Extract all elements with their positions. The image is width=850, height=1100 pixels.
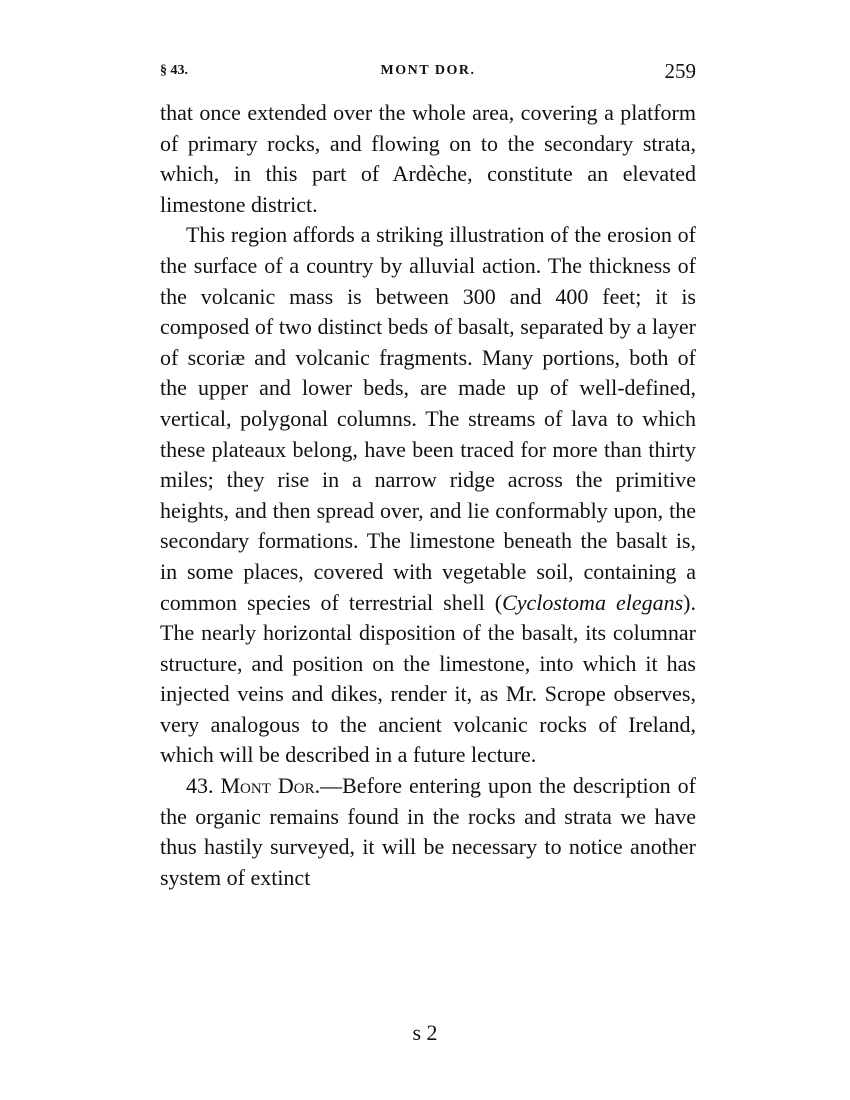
section-heading-number: 43. [186, 773, 214, 799]
paragraph-text: This region affords a striking illustration of the erosion of the surface of a country by alluvial action. The thickness of the volcanic mass is between 300 and 400 feet; it is composed of two distinct beds of basalt, separated by a layer of scoriæ and volcanic fragments. Many portions, both of the upper and lower beds, are made up of well-defined, vertical, polygonal columns. The streams of lava to which these plateaux belong, have been traced for more than thirty miles; they rise in a narrow ridge across the primitive heights, and then spread over, and lie conformably upon, the secondary formations. The limestone beneath the basalt is, in some places, covered with vegetable soil, containing a common species of terrestrial shell ( [160, 222, 696, 615]
species-name: Cyclostoma elegans [502, 589, 684, 615]
paragraph-text: —Before entering upon the description of the organic remains found in the rocks and strata we have thus hastily surveyed, it will be necessary to notice another system of extinct [160, 773, 696, 890]
signature-mark: s 2 [412, 1020, 438, 1045]
running-title: MONT DOR. [380, 63, 476, 78]
paragraph-text: ). The nearly horizontal disposition of the basalt, its columnar structure, and position on the limestone, into which it has injected veins and dikes, render it, as Mr. Scrope observes, very analogous to the ancient volcanic rocks of Ireland, which will be described in a future lecture. [160, 589, 696, 768]
section-heading: Mont Dor. [220, 773, 321, 799]
section-number: § 43. [160, 63, 188, 78]
paragraph-continued: that once extended over the whole area, covering a platform of primary rocks, and flowing on to the secondary strata, which, in this part of Ardèche, constitute an elevated limestone district. [160, 100, 696, 217]
paragraph-mont-dor [160, 771, 696, 893]
page-number: 259 [664, 59, 696, 83]
body-text [160, 98, 696, 893]
paragraph-erosion [160, 220, 696, 771]
running-head [160, 60, 696, 86]
